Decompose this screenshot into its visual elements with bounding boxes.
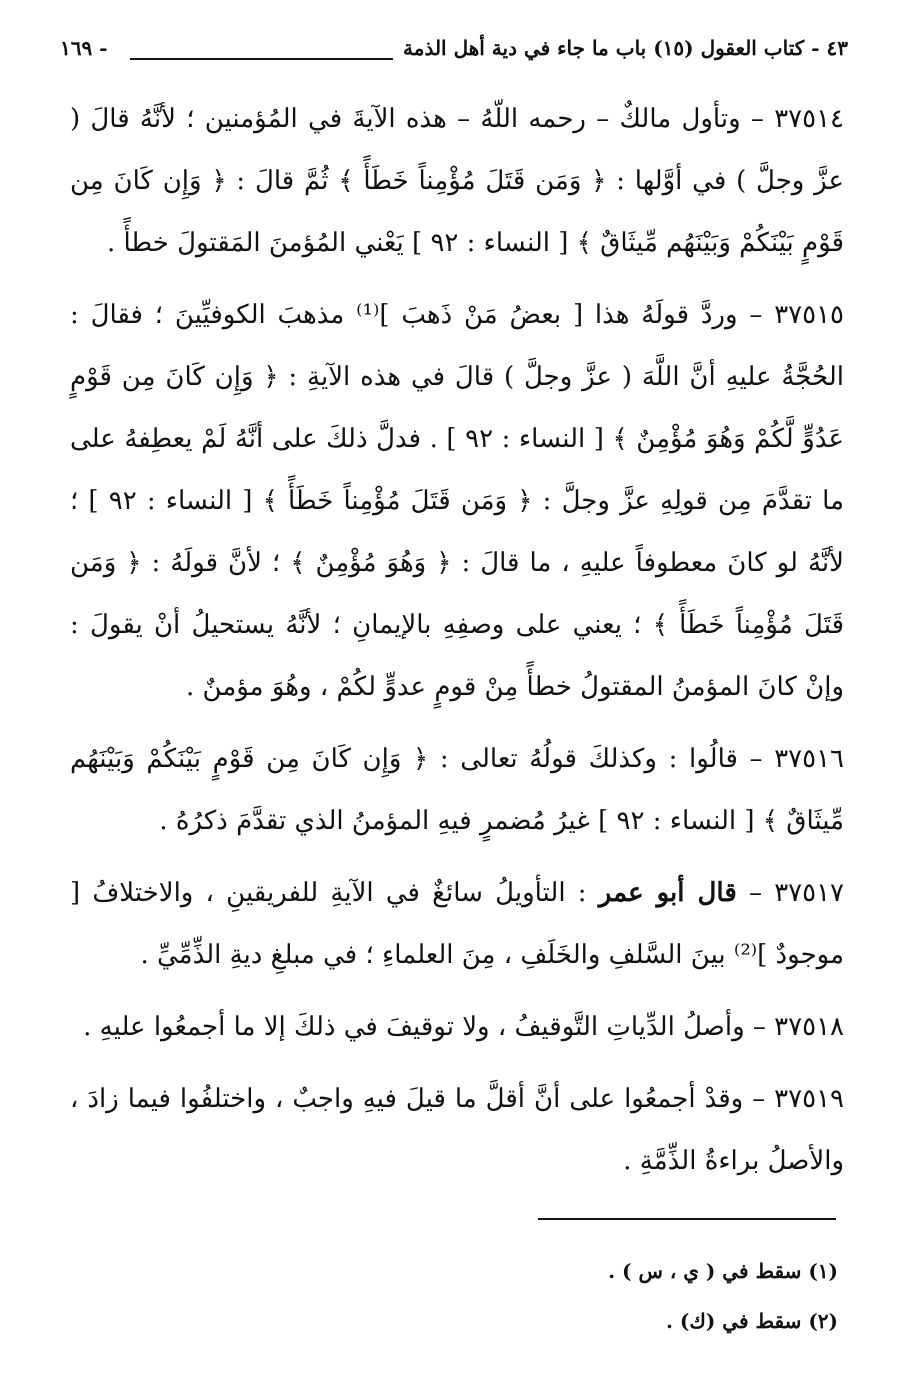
main-text — [70, 88, 844, 1202]
footnote-rule — [538, 1218, 836, 1220]
footnotes — [70, 1246, 838, 1346]
page-header — [60, 28, 848, 68]
paragraph-number: ٣٧٥١٤ — [774, 104, 845, 134]
paragraph-number: ٣٧٥١٥ — [774, 300, 845, 330]
paragraph-text: – وأصلُ الدِّياتِ التَّوقيفُ ، ولا توقيفَ في ذلكَ إلا ما أجمعُوا عليهِ . — [83, 1012, 766, 1042]
paragraph-text: – قالُوا : وكذلكَ قولُهُ تعالى : ﴿ وَإِن كَانَ مِن قَوْمٍ بَيْنَكُمْ وَبَيْنَهُم مِّيثَاقٌ ﴾ [ النساء : ٩٢ ] غيرُ مُضمرٍ فيهِ المؤمنُ الذي تقدَّمَ ذكرُهُ . — [70, 744, 844, 836]
paragraph-speaker: قال أبو عمر — [598, 878, 737, 908]
paragraph-37514 — [70, 88, 844, 274]
paragraph-37518 — [70, 996, 844, 1058]
footnote-1: (١) سقط في ( ي ، س ) . — [608, 1259, 838, 1283]
paragraph-text: – وقدْ أجمعُوا على أنَّ أقلَّ ما قيلَ فيهِ واجبٌ ، واختلفُوا فيما زادَ ، والأصلُ براءةُ الذِّمَّةِ . — [70, 1084, 844, 1176]
paragraph-text: : التأويلُ سائغٌ في الآيةِ للفريقينِ ، والاختلافُ [ موجودٌ ]⁽²⁾ بينَ السَّلفِ والخَلَفِ ، مِنَ العلماءِ ؛ في مبلغِ ديةِ الذِّمِّيِّ . — [70, 878, 844, 970]
paragraph-37515 — [70, 284, 844, 718]
footnote-2: (٢) سقط في (ك) . — [666, 1309, 838, 1333]
paragraph-number: ٣٧٥١٨ — [774, 1012, 844, 1042]
header-rule — [130, 58, 394, 60]
paragraph-number: ٣٧٥١٩ — [774, 1084, 844, 1114]
paragraph-37519 — [70, 1068, 844, 1192]
paragraph-number: ٣٧٥١٦ — [774, 744, 845, 774]
paragraph-number: ٣٧٥١٧ — [774, 878, 845, 908]
running-title: ٤٣ - كتاب العقول (١٥) باب ما جاء في دية أهل الذمة — [403, 36, 848, 60]
page-number: - ١٦٩ — [60, 36, 108, 60]
paragraph-text: – وتأول مالكٌ – رحمه اللّهُ – هذه الآيةَ في المُؤمنين ؛ لأنَّهُ قالَ ( عزَّ وجلَّ ) في أوَّلها : ﴿ وَمَن قَتَلَ مُؤْمِناً خَطَأً ﴾ ثُمَّ قالَ : ﴿ وَإِن كَانَ مِن قَوْمٍ بَيْنَكُمْ وَبَيْنَهُم مِّيثَاقٌ ﴾ [ النساء : ٩٢ ] يَعْني المُؤمنَ المَقتولَ خطأً . — [70, 104, 844, 258]
paragraph-37516 — [70, 728, 844, 852]
paragraph-text: – وردَّ قولَهُ هذا [ بعضُ مَنْ ذَهبَ ]⁽¹⁾ مذهبَ الكوفيِّينَ ؛ فقالَ : الحُجَّةُ عليهِ أنَّ اللَّهَ ( عزَّ وجلَّ ) قالَ في هذه الآيةِ : ﴿ وَإِن كَانَ مِن قَوْمٍ عَدُوٍّ لَّكُمْ وَهُوَ مُؤْمِنٌ ﴾ [ النساء : ٩٢ ] . فدلَّ ذلكَ على أنَّهُ لَمْ يعطِفهُ على ما تقدَّمَ مِن قولِهِ عزَّ وجلَّ : ﴿ وَمَن قَتَلَ مُؤْمِناً خَطَأً ﴾ [ النساء : ٩٢ ] ؛ لأنَّهُ لو كانَ معطوفاً عليهِ ، ما قالَ : ﴿ وَهُوَ مُؤْمِنٌ ﴾ ؛ لأنَّ قولَهُ : ﴿ وَمَن قَتَلَ مُؤْمِناً خَطَأً ﴾ ؛ يعني على وصفِهِ بالإيمانِ ؛ لأنَّهُ يستحيلُ أنْ يقولَ : وإنْ كانَ المؤمنُ المقتولُ خطأً مِنْ قومٍ عدوٍّ لكُمْ ، وهُوَ مؤمنٌ . — [70, 300, 845, 702]
paragraph-37517: ٣٧٥١٧ – قال أبو عمر : التأويلُ سائغٌ في الآيةِ للفريقينِ ، والاختلافُ [ موجودٌ ]⁽²⁾ بينَ السَّلفِ والخَلَفِ ، مِنَ العلماءِ ؛ في مبلغِ ديةِ الذِّمِّيِّ . — [70, 878, 845, 970]
